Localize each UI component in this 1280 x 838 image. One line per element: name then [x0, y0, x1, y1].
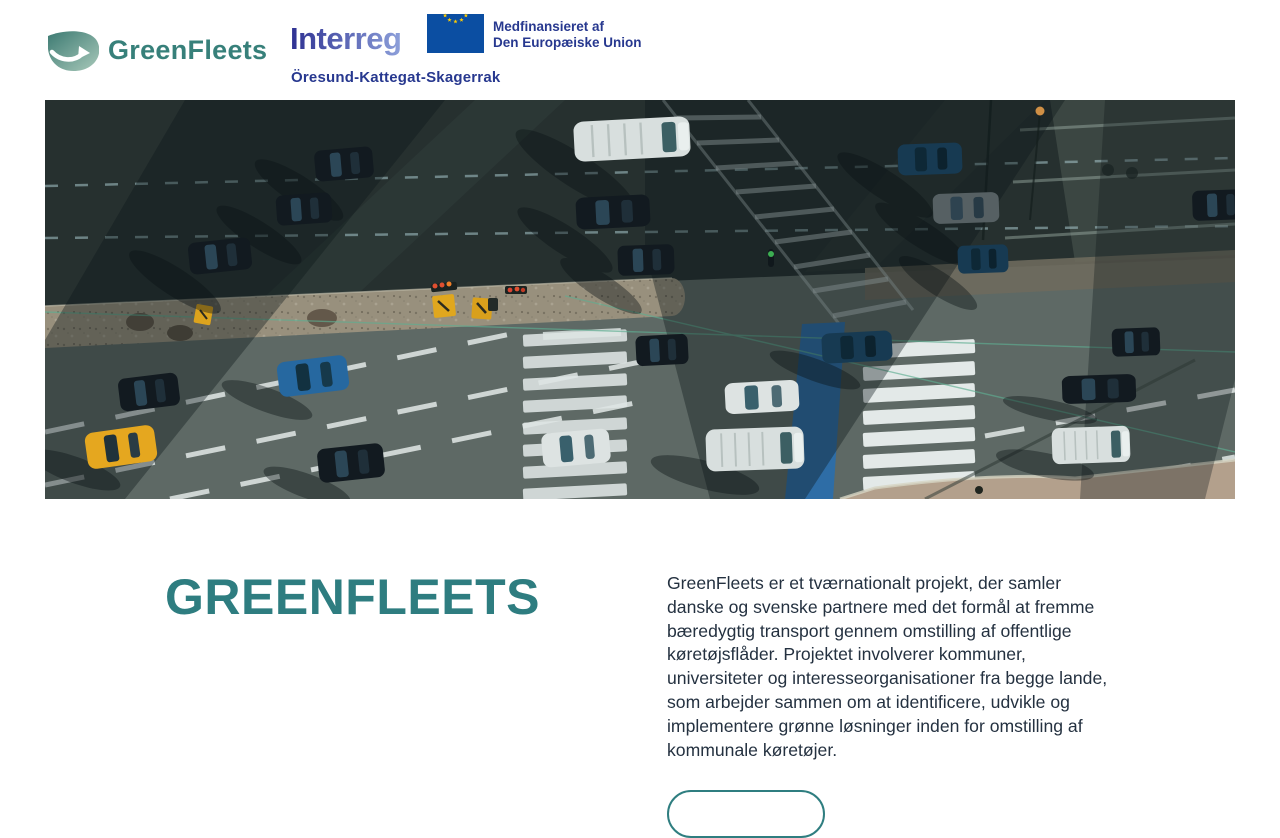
- brand-wordmark: GreenFleets: [108, 34, 268, 65]
- cta-button[interactable]: [667, 790, 825, 838]
- hero-aerial-intersection: [45, 100, 1235, 499]
- header: [0, 0, 1280, 100]
- motorcycle: [768, 249, 774, 267]
- intro-paragraph: GreenFleets er et tværnationalt projekt, der samler danske og svenske partnere med det formål at fremme bæredygtig transport gennem omstilling af offentlige køretøjsflåder. Projektet involverer kommuner, universiteter og interesseorganisationer fra begge lande, som arbejder sammen om at identificere, udvikle og implementere grønne løsninger inden for omstilling af kommunale køretøjer.: [667, 573, 1108, 760]
- page-title: GREENFLEETS: [165, 569, 540, 625]
- brand-logo[interactable]: [45, 27, 267, 73]
- interreg-wordmark: Interreg: [290, 21, 402, 56]
- hero-image: [45, 100, 1235, 499]
- greenfleets-leaf-icon: [45, 27, 99, 73]
- program-name: Öresund-Kattegat-Skagerrak: [291, 69, 501, 86]
- eu-flag-icon: [427, 12, 484, 53]
- cofunded-line1: Medfinansieret af: [493, 19, 605, 34]
- interreg-logo: [290, 12, 642, 97]
- cofunded-line2: Den Europæiske Union: [493, 35, 642, 50]
